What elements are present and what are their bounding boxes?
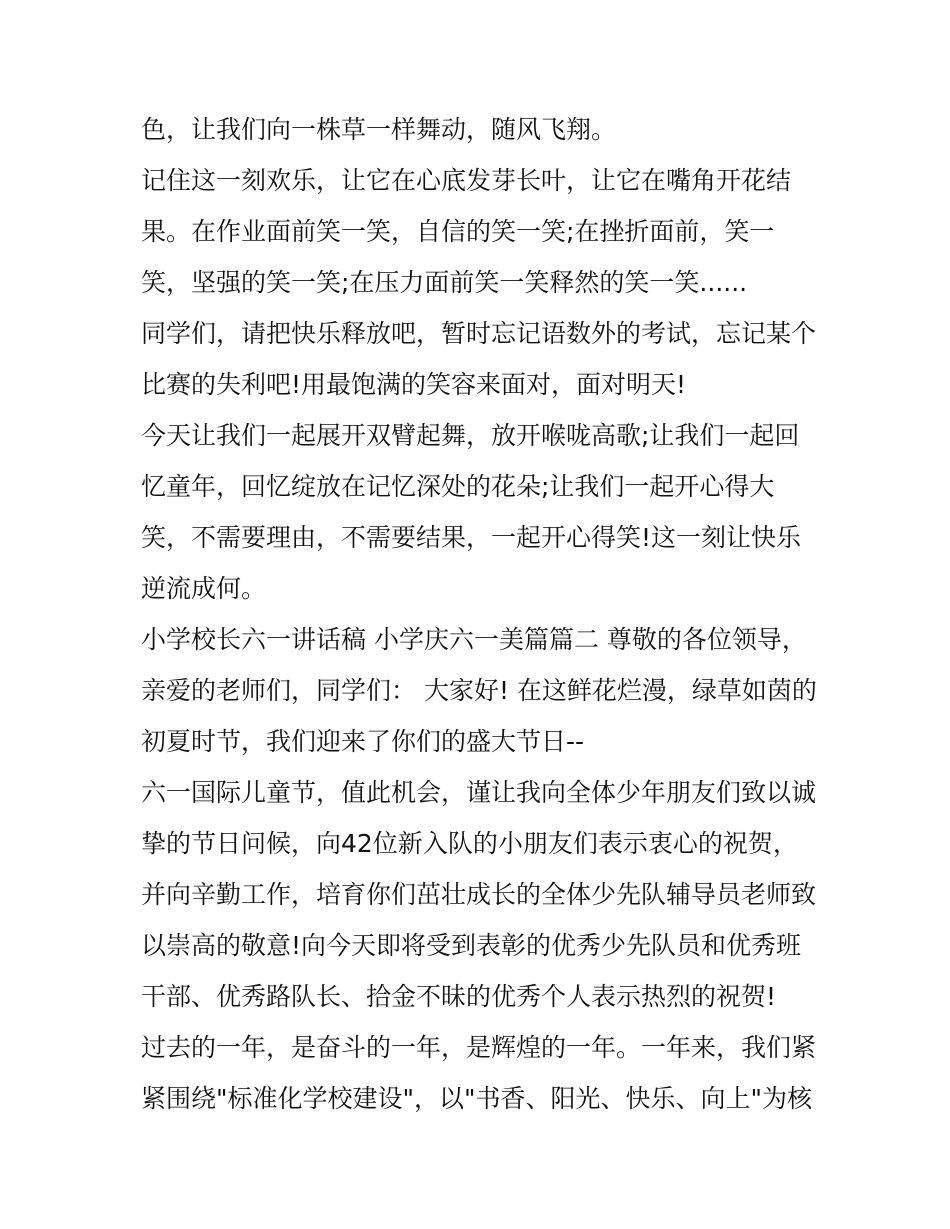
- text-line: 初夏时节，我们迎来了你们的盛大节日--: [141, 727, 585, 756]
- text-line: 记住这一刻欢乐，让它在心底发芽长叶，让它在嘴角开花结: [141, 166, 792, 195]
- text-line: 紧围绕"标准化学校建设"，以"书香、阳光、快乐、向上"为核: [141, 1084, 812, 1113]
- text-line: 干部、优秀路队长、拾金不昧的优秀个人表示热烈的祝贺!: [141, 982, 777, 1011]
- text-line: 忆童年，回忆绽放在记忆深处的花朵;让我们一起开心得大: [141, 472, 775, 501]
- text-line: 色，让我们向一株草一样舞动，随风飞翔。: [141, 115, 617, 144]
- text-line: 今天让我们一起展开双臂起舞，放开喉咙高歌;让我们一起回: [141, 421, 800, 450]
- text-line: 笑，不需要理由，不需要结果，一起开心得笑!这一刻让快乐: [141, 523, 802, 552]
- text-line: 逆流成何。: [141, 574, 267, 603]
- text-line: 同学们，请把快乐释放吧，暂时忘记语数外的考试，忘记某个: [141, 319, 817, 348]
- text-line: 笑，坚强的笑一笑;在压力面前笑一笑释然的笑一笑......: [141, 268, 748, 297]
- text-line: 并向辛勤工作，培育你们茁壮成长的全体少先队辅导员老师致: [141, 880, 817, 909]
- text-line: 过去的一年，是奋斗的一年，是辉煌的一年。一年来，我们紧: [141, 1033, 817, 1062]
- text-line: 以崇高的敬意!向今天即将受到表彰的优秀少先队员和优秀班: [141, 931, 802, 960]
- document-body: [141, 104, 831, 1124]
- text-line: 亲爱的老师们，同学们： 大家好! 在这鲜花烂漫，绿草如茵的: [141, 676, 817, 705]
- text-line: 比赛的失利吧!用最饱满的笑容来面对，面对明天!: [141, 370, 687, 399]
- text-line: 挚的节日问候，向42位新入队的小朋友们表示衷心的祝贺，: [141, 829, 798, 858]
- text-line: 果。在作业面前笑一笑，自信的笑一笑;在挫折面前，笑一: [141, 217, 775, 246]
- text-line: 小学校长六一讲话稿 小学庆六一美篇篇二 尊敬的各位领导，: [141, 625, 807, 654]
- text-line: 六一国际儿童节，值此机会，谨让我向全体少年朋友们致以诚: [141, 778, 817, 807]
